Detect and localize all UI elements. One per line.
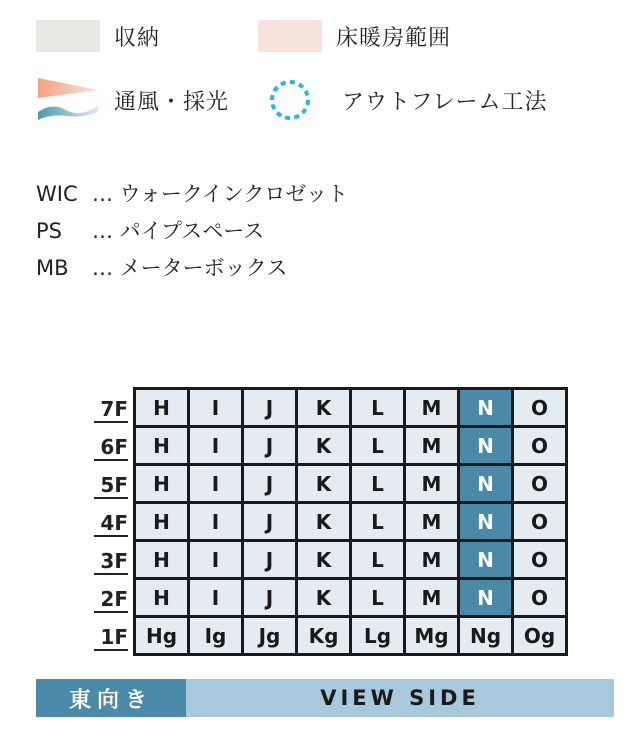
unit-grid: [133, 387, 568, 656]
abbreviation-key: MB: [36, 256, 69, 280]
unit-cell-7f-m[interactable]: M: [406, 390, 457, 425]
direction-label: 東向き: [36, 679, 186, 717]
unit-cell-3f-k[interactable]: K: [298, 542, 349, 577]
unit-cell-5f-k[interactable]: K: [298, 466, 349, 501]
legend-floor-heating: [258, 20, 451, 52]
unit-cell-2f-l[interactable]: L: [352, 580, 403, 615]
unit-cell-1f-h[interactable]: Hg: [136, 618, 187, 653]
unit-cell-6f-o[interactable]: O: [514, 428, 565, 463]
wind-icon: [36, 76, 100, 124]
unit-cell-5f-n[interactable]: N: [460, 466, 511, 501]
unit-cell-6f-l[interactable]: L: [352, 428, 403, 463]
legend-floor-heating-label: 床暖房範囲: [336, 25, 452, 51]
abbreviation-row: [36, 176, 348, 213]
abbreviation-row: [36, 213, 348, 250]
unit-cell-7f-n[interactable]: N: [460, 390, 511, 425]
unit-cell-7f-h[interactable]: H: [136, 390, 187, 425]
unit-cell-3f-h[interactable]: H: [136, 542, 187, 577]
floor-label-4f: 4F: [94, 512, 128, 537]
floor-label-6f: 6F: [94, 436, 128, 461]
unit-cell-6f-i[interactable]: I: [190, 428, 241, 463]
legend-outframe-label: アウトフレーム工法: [342, 89, 548, 115]
unit-cell-1f-o[interactable]: Og: [514, 618, 565, 653]
abbreviation-value: … ウォークインクロゼット: [92, 182, 348, 206]
unit-cell-3f-l[interactable]: L: [352, 542, 403, 577]
abbreviation-key: PS: [36, 219, 62, 243]
unit-cell-7f-k[interactable]: K: [298, 390, 349, 425]
unit-cell-6f-m[interactable]: M: [406, 428, 457, 463]
unit-cell-5f-h[interactable]: H: [136, 466, 187, 501]
unit-cell-1f-i[interactable]: Ig: [190, 618, 241, 653]
unit-cell-5f-m[interactable]: M: [406, 466, 457, 501]
abbreviation-value: … メーターボックス: [92, 256, 288, 280]
floor-label-3f: 3F: [94, 550, 128, 575]
unit-cell-7f-i[interactable]: I: [190, 390, 241, 425]
floor-label-7f: 7F: [94, 398, 128, 423]
unit-cell-4f-i[interactable]: I: [190, 504, 241, 539]
unit-cell-6f-j[interactable]: J: [244, 428, 295, 463]
floor-heating-swatch: [258, 20, 322, 52]
unit-cell-7f-j[interactable]: J: [244, 390, 295, 425]
unit-cell-3f-o[interactable]: O: [514, 542, 565, 577]
unit-cell-4f-l[interactable]: L: [352, 504, 403, 539]
unit-cell-7f-o[interactable]: O: [514, 390, 565, 425]
floor-label-5f: 5F: [94, 474, 128, 499]
abbreviation-key: WIC: [36, 182, 78, 206]
unit-cell-6f-h[interactable]: H: [136, 428, 187, 463]
unit-cell-6f-k[interactable]: K: [298, 428, 349, 463]
unit-cell-3f-n[interactable]: N: [460, 542, 511, 577]
abbreviation-value: … パイプスペース: [92, 219, 265, 243]
unit-cell-6f-n[interactable]: N: [460, 428, 511, 463]
legend: [36, 20, 616, 130]
unit-cell-2f-i[interactable]: I: [190, 580, 241, 615]
unit-cell-5f-j[interactable]: J: [244, 466, 295, 501]
unit-cell-2f-j[interactable]: J: [244, 580, 295, 615]
abbreviation-row: [36, 250, 348, 287]
unit-cell-4f-j[interactable]: J: [244, 504, 295, 539]
unit-cell-2f-o[interactable]: O: [514, 580, 565, 615]
legend-ventilation-label: 通風・採光: [114, 89, 230, 115]
unit-cell-1f-k[interactable]: Kg: [298, 618, 349, 653]
abbreviation-list: [36, 176, 348, 287]
unit-cell-4f-n[interactable]: N: [460, 504, 511, 539]
unit-cell-3f-j[interactable]: J: [244, 542, 295, 577]
floor-label-2f: 2F: [94, 588, 128, 613]
unit-cell-3f-m[interactable]: M: [406, 542, 457, 577]
orientation-bar: [36, 679, 614, 717]
unit-cell-5f-i[interactable]: I: [190, 466, 241, 501]
unit-cell-2f-n[interactable]: N: [460, 580, 511, 615]
unit-cell-1f-n[interactable]: Ng: [460, 618, 511, 653]
unit-cell-4f-m[interactable]: M: [406, 504, 457, 539]
unit-cell-5f-l[interactable]: L: [352, 466, 403, 501]
unit-cell-4f-k[interactable]: K: [298, 504, 349, 539]
legend-ventilation: [36, 76, 229, 124]
unit-cell-1f-j[interactable]: Jg: [244, 618, 295, 653]
view-side-label: VIEW SIDE: [186, 679, 614, 717]
unit-cell-4f-h[interactable]: H: [136, 504, 187, 539]
unit-cell-1f-l[interactable]: Lg: [352, 618, 403, 653]
dashed-circle-icon: [268, 78, 312, 122]
legend-storage-label: 収納: [114, 25, 161, 51]
unit-cell-4f-o[interactable]: O: [514, 504, 565, 539]
unit-cell-2f-m[interactable]: M: [406, 580, 457, 615]
unit-cell-7f-l[interactable]: L: [352, 390, 403, 425]
floor-label-1f: 1F: [94, 626, 128, 651]
unit-cell-3f-i[interactable]: I: [190, 542, 241, 577]
legend-storage: [36, 20, 160, 52]
unit-cell-2f-k[interactable]: K: [298, 580, 349, 615]
unit-cell-1f-m[interactable]: Mg: [406, 618, 457, 653]
unit-cell-2f-h[interactable]: H: [136, 580, 187, 615]
unit-cell-5f-o[interactable]: O: [514, 466, 565, 501]
storage-swatch: [36, 20, 100, 52]
legend-outframe: [266, 78, 547, 122]
